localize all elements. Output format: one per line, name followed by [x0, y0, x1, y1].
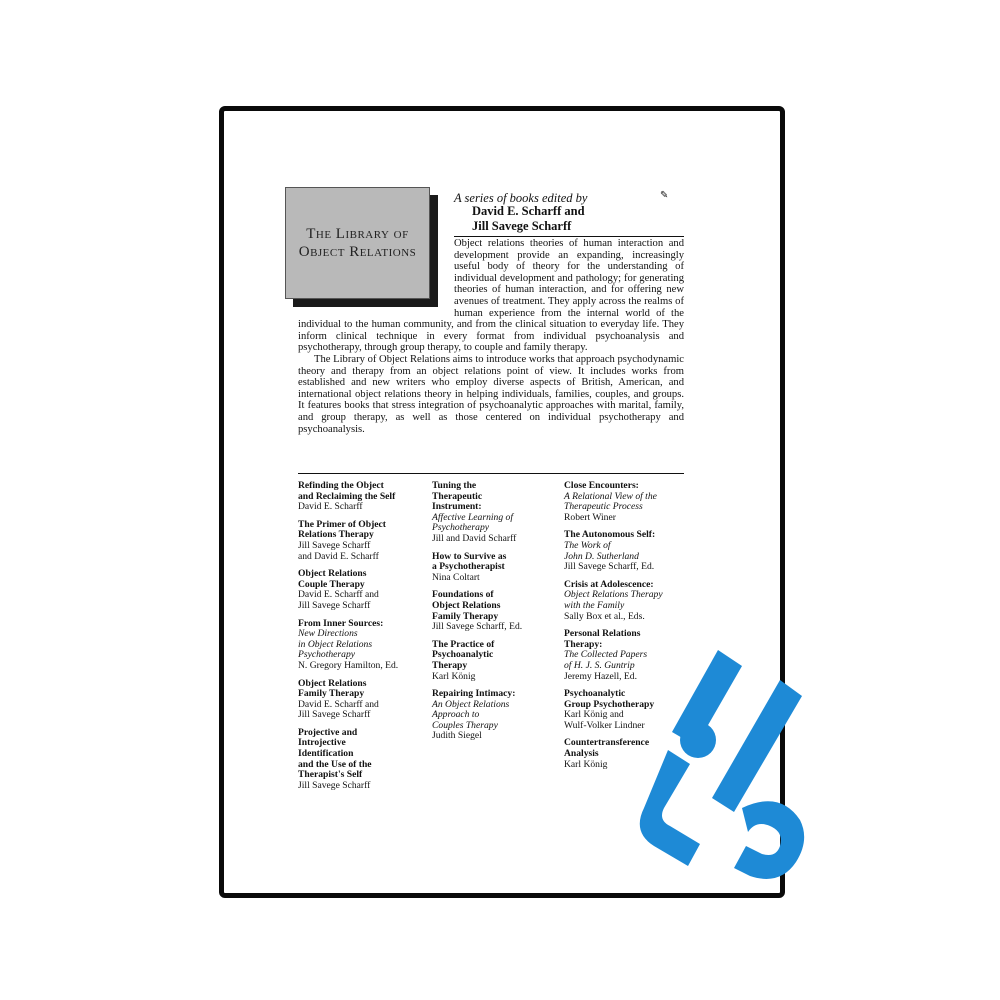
book-subtitle: New Directions in Object Relations Psychotherapy [298, 628, 373, 661]
book-author: David E. Scharff and Jill Savege Scharff [298, 698, 379, 721]
editor-2: Jill Savege Scharff [472, 219, 572, 233]
book-subtitle: The Work of John D. Sutherland [564, 539, 639, 562]
book-author: Jill and David Scharff [432, 532, 517, 544]
book-entry [298, 728, 426, 792]
book-title: Crisis at Adolescence: [564, 578, 654, 590]
book-entry [298, 679, 426, 721]
book-subtitle: An Object Relations Approach to Couples Therapy [432, 698, 510, 731]
book-title: Projective and Introjective Identification and the Use of the Therapist's Self [298, 726, 372, 781]
book-title: Close Encounters: [564, 480, 639, 491]
book-title: Psychoanalytic Group Psychotherapy [564, 688, 655, 710]
divider-top [454, 236, 684, 237]
book-title: Object Relations Couple Therapy [298, 568, 367, 590]
logo-shapes [640, 650, 804, 879]
book-author: Judith Siegel [432, 730, 482, 742]
book-title: Refinding the Object and Reclaiming the Self [298, 480, 396, 502]
book-entry [298, 619, 426, 672]
book-subtitle: A Relational View of the Therapeutic Process [564, 490, 657, 513]
book-entry [432, 590, 560, 632]
book-entry [432, 640, 560, 682]
book-title: Object Relations Family Therapy [298, 677, 367, 700]
book-author: Jill Savege Scharff, Ed. [564, 561, 655, 573]
book-title: The Practice of Psychoanalytic Therapy [432, 638, 495, 671]
editor-1: David E. Scharff and [472, 204, 585, 218]
book-column-1 [298, 481, 426, 798]
logo-hook [640, 750, 700, 866]
book-subtitle: Affective Learning of Psychotherapy [432, 511, 513, 534]
book-entry [298, 569, 426, 611]
book-author: Robert Winer [564, 511, 616, 523]
book-author: Jill Savege Scharff and David E. Scharff [298, 539, 379, 562]
book-column-2 [432, 481, 560, 749]
book-author: Nina Coltart [432, 571, 480, 583]
book-author: Karl König [432, 670, 476, 682]
book-author: Jill Savege Scharff, Ed. [432, 621, 523, 633]
book-author: Karl König and Wulf-Volker Lindner [564, 709, 645, 731]
intro-paragraph-2: The Library of Object Relations aims to introduce works that approach psychodynamic theory and therapy from an object relations point of view. It includes works from established and new writers who employ diverse aspects of British, American, and international object relations theory in helping individuals, families, couples, and groups. It features books that stress integration of psychoanalytic approaches with marital, family, and group therapy, as well as those centered on individual psychotherapy and psychoanalysis. [298, 353, 684, 435]
book-subtitle: Object Relations Therapy with the Family [564, 589, 663, 611]
book-entry [564, 481, 692, 523]
book-title: Foundations of Object Relations Family Therapy [432, 589, 501, 622]
intro-text [298, 238, 684, 435]
library-title: The Library of Object Relations [298, 226, 417, 260]
book-author: Jeremy Hazell, Ed. [564, 670, 637, 682]
book-entry [564, 580, 692, 622]
book-title: Repairing Intimacy: [432, 688, 516, 700]
logo-loop [734, 801, 804, 879]
logo-stroke-2 [712, 680, 802, 812]
divider-mid [298, 473, 684, 474]
book-title: From Inner Sources: [298, 617, 384, 629]
book-title: The Primer of Object Relations Therapy [298, 518, 387, 541]
book-entry [432, 552, 560, 584]
book-author: David E. Scharff and Jill Savege Scharff [298, 589, 379, 611]
book-entry [564, 530, 692, 572]
book-author: David E. Scharff [298, 501, 363, 513]
book-author: Sally Box et al., Eds. [564, 610, 645, 622]
book-subtitle: The Collected Papers of H. J. S. Guntrip [564, 649, 648, 671]
intro-paragraph-1: Object relations theories of human interaction and development provide an expanding, increasingly useful body of theory for the understanding of individual development and pathology; for generating theories of human interaction, and for offering new avenues of treatment. They apply across the realms of human experience from the internal world of the individual to the human community, and from the clinical situation to everyday life. They inform clinical technique in every format from individual psychoanalysis and psychotherapy, through group therapy, to couple and family therapy. [298, 238, 684, 354]
book-entry [432, 689, 560, 742]
book-author: Karl König [564, 758, 608, 770]
book-author: Jill Savege Scharff [298, 779, 371, 791]
brand-logo-icon [630, 640, 810, 900]
book-entry [432, 481, 560, 545]
book-author: N. Gregory Hamilton, Ed. [298, 659, 399, 671]
book-title: The Autonomous Self: [564, 529, 656, 541]
book-title: Countertransference Analysis [564, 737, 650, 760]
pen-mark-icon: ✎ [660, 190, 669, 201]
book-entry [298, 520, 426, 562]
book-title: Tuning the Therapeutic Instrument: [432, 480, 483, 513]
logo-dot [680, 722, 716, 758]
book-title: How to Survive as a Psychotherapist [432, 550, 507, 573]
book-entry [298, 481, 426, 513]
series-line: A series of books edited by [454, 191, 588, 205]
editors [472, 204, 585, 234]
book-title: Personal Relations Therapy: [564, 628, 641, 650]
